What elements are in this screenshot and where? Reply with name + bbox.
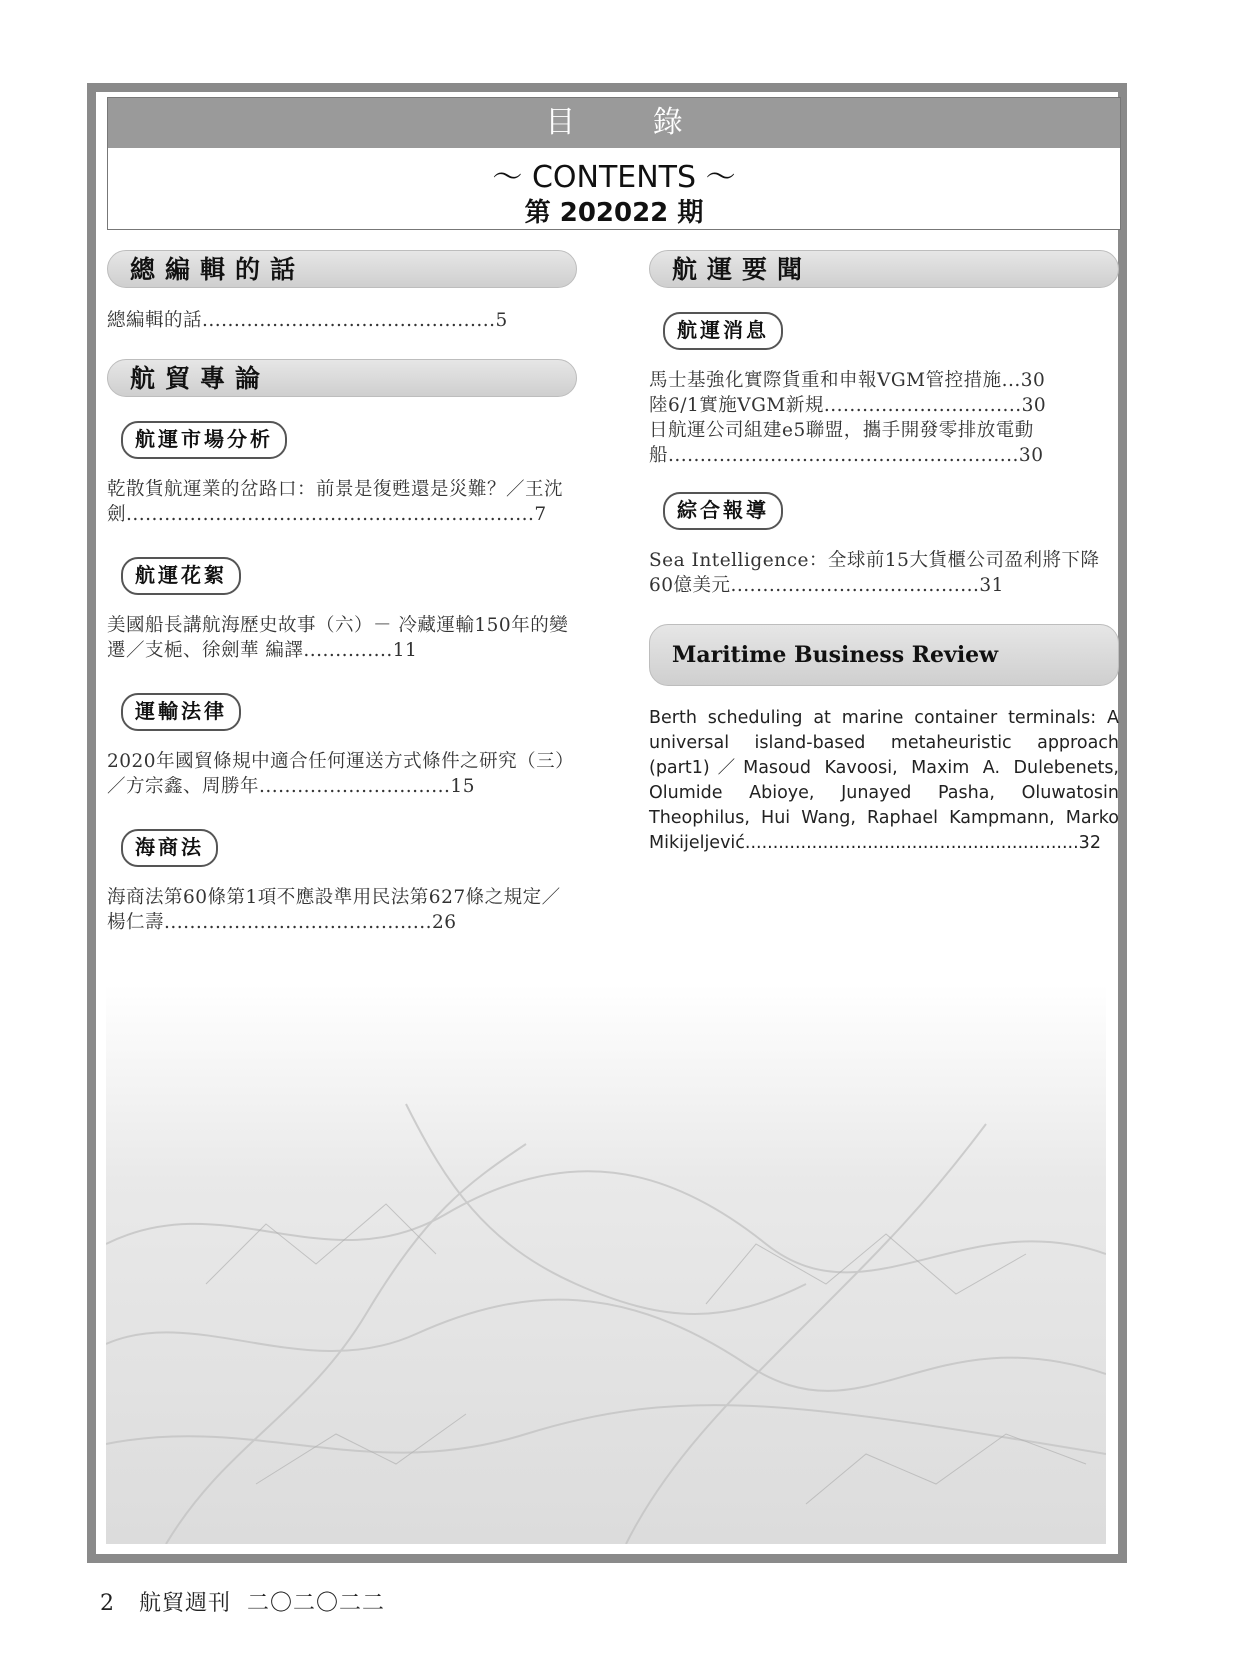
toc-entry-group bbox=[649, 368, 1119, 468]
toc-entry[interactable]: Berth scheduling at marine container terminals: A universal island-based metaheuristic approach (part1)／Masoud Kavoosi, Maxim A. Dulebenets, Olumide Abioye, Junayed Pasha, Oluwatosin Theophilus, Hui Wang, Raphael Kampmann, Marko Mikijeljević............................................................32 bbox=[649, 708, 1119, 853]
marble-background bbox=[106, 984, 1106, 1544]
toc-entry[interactable]: 2020年國貿條規中適合任何運送方式條件之研究（三）／方宗鑫、周勝年..............................15 bbox=[107, 751, 575, 797]
toc-entry[interactable]: 乾散貨航運業的岔路口：前景是復甦還是災難？／王沈劍................................................................7 bbox=[107, 479, 564, 525]
section-shipping-news: 航運要聞 bbox=[649, 250, 1119, 288]
section-maritime-business-review: Maritime Business Review bbox=[649, 624, 1119, 686]
toc-entry[interactable]: Sea Intelligence：全球前15大貨櫃公司盈利將下降60億美元.......................................31 bbox=[649, 550, 1100, 596]
contents-title: ～ CONTENTS ～ bbox=[492, 160, 736, 195]
toc-entry[interactable]: 總編輯的話..............................................5 bbox=[107, 310, 508, 331]
issue-code: 二〇二〇二二 bbox=[247, 1591, 386, 1616]
header-band: 目 錄 bbox=[108, 98, 1120, 148]
toc-entry[interactable]: 馬士基強化實際貨重和申報VGM管控措施...30 bbox=[649, 370, 1046, 391]
subsection-shipping-news-items: 航運消息 bbox=[663, 312, 783, 350]
subsection-market-analysis: 航運市場分析 bbox=[121, 421, 287, 459]
subsection-maritime-law: 海商法 bbox=[121, 829, 218, 867]
section-editor-note: 總編輯的話 bbox=[107, 250, 577, 288]
right-column bbox=[649, 250, 1119, 882]
left-column bbox=[107, 250, 577, 961]
publication-name: 航貿週刊 bbox=[138, 1591, 231, 1616]
subsection-shipping-tidbits: 航運花絮 bbox=[121, 557, 241, 595]
subsection-general-reports: 綜合報導 bbox=[663, 492, 783, 530]
toc-entry[interactable]: 海商法第60條第1項不應設準用民法第627條之規定／楊仁壽..........................................26 bbox=[107, 887, 561, 933]
issue-number: 第 202022 期 bbox=[524, 198, 704, 228]
subsection-transport-law: 運輸法律 bbox=[121, 693, 241, 731]
toc-entry[interactable]: 美國船長講航海歷史故事（六）－ 冷藏運輸150年的變遷／支梔、徐劍華 編譯..............11 bbox=[107, 615, 569, 661]
page-footer bbox=[100, 1586, 385, 1617]
toc-entry[interactable]: 陸6/1實施VGM新規...............................30 bbox=[649, 395, 1047, 416]
contents-header bbox=[107, 97, 1121, 230]
section-trade-commentary: 航貿專論 bbox=[107, 359, 577, 397]
toc-entry[interactable]: 日航運公司組建e5聯盟，攜手開發零排放電動船.......................................................30 bbox=[649, 420, 1044, 466]
page-number: 2 bbox=[100, 1591, 115, 1616]
